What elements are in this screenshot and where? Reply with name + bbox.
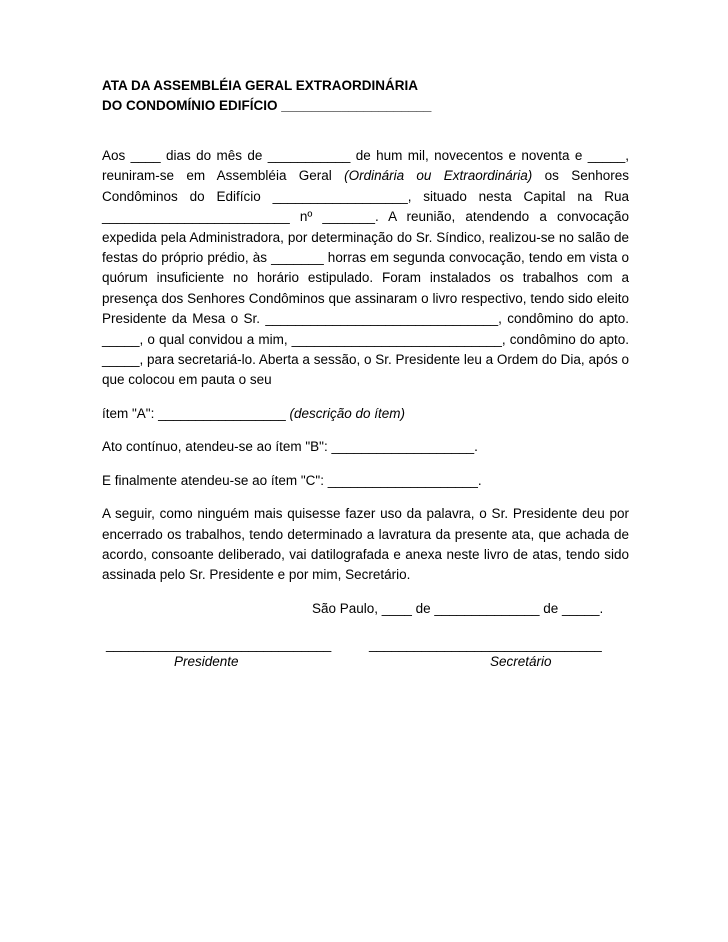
secretary-signature-line: _______________________________ <box>369 636 602 652</box>
opening-paragraph <box>102 146 629 391</box>
document-page <box>102 76 629 676</box>
opening-text-end: os Senhores Condôminos do Edifício __________________, situado nesta Capital na Rua _________________________ nº _______. A reunião, atendendo a convocação expedida pela Administradora, por determinação do Sr. Síndico, realizou-se no salão de festas do próprio prédio, às _______ horras em segunda convocação, tendo em vista o quórum insuficiente no horário estipulado. Foram instalados os trabalhos com a presença dos Senhores Condôminos que assinaram o livro respectivo, tendo sido eleito Presidente da Mesa o Sr. _______________________________, condômino do apto. _____, o qual convidou a mim, ____________________________, condômino do apto. _____, para secretariá-lo. Aberta a sessão, o Sr. Presidente leu a Ordem do Dia, após o que colocou em pauta o seu <box>102 168 629 388</box>
opening-text-start: Aos ____ dias do mês de ___________ de hum mil, novecentos e noventa e _____, reuniram-se em Assembléia Geral <box>102 148 629 184</box>
secretary-label: Secretário <box>490 653 552 669</box>
item-a-description-italic: (descrição do ítem) <box>289 405 406 421</box>
president-label: Presidente <box>174 653 239 669</box>
date-line: São Paulo, ____ de ______________ de _____. <box>312 600 604 616</box>
title-line-1: ATA DA ASSEMBLÉIA GERAL EXTRAORDINÁRIA <box>102 78 419 93</box>
president-signature <box>106 636 331 670</box>
document-title <box>102 76 629 116</box>
item-b-paragraph: Ato contínuo, atendeu-se ao ítem "B": ___________________. <box>102 439 478 455</box>
item-a-text: ítem "A": _________________ <box>102 405 290 421</box>
item-c-paragraph: E finalmente atendeu-se ao ítem "C": ____________________. <box>102 472 482 488</box>
document-body <box>102 146 629 586</box>
item-a-paragraph <box>102 404 629 424</box>
closing-paragraph: A seguir, como ninguém mais quisesse fazer uso da palavra, o Sr. Presidente deu por encerrado os trabalhos, tendo determinado a lavratura da presente ata, que achada de acordo, consoante deliberado, vai datilografada e anexa neste livro de atas, tendo sido assinada pelo Sr. Presidente e por mim, Secretário. <box>102 506 629 583</box>
secretary-signature <box>369 636 602 670</box>
president-signature-line: ______________________________ <box>106 636 332 652</box>
signature-block <box>102 636 629 676</box>
assembly-type-italic: (Ordinária ou Extraordinária) <box>344 168 533 184</box>
title-line-2: DO CONDOMÍNIO EDIFÍCIO ____________________ <box>102 98 432 113</box>
